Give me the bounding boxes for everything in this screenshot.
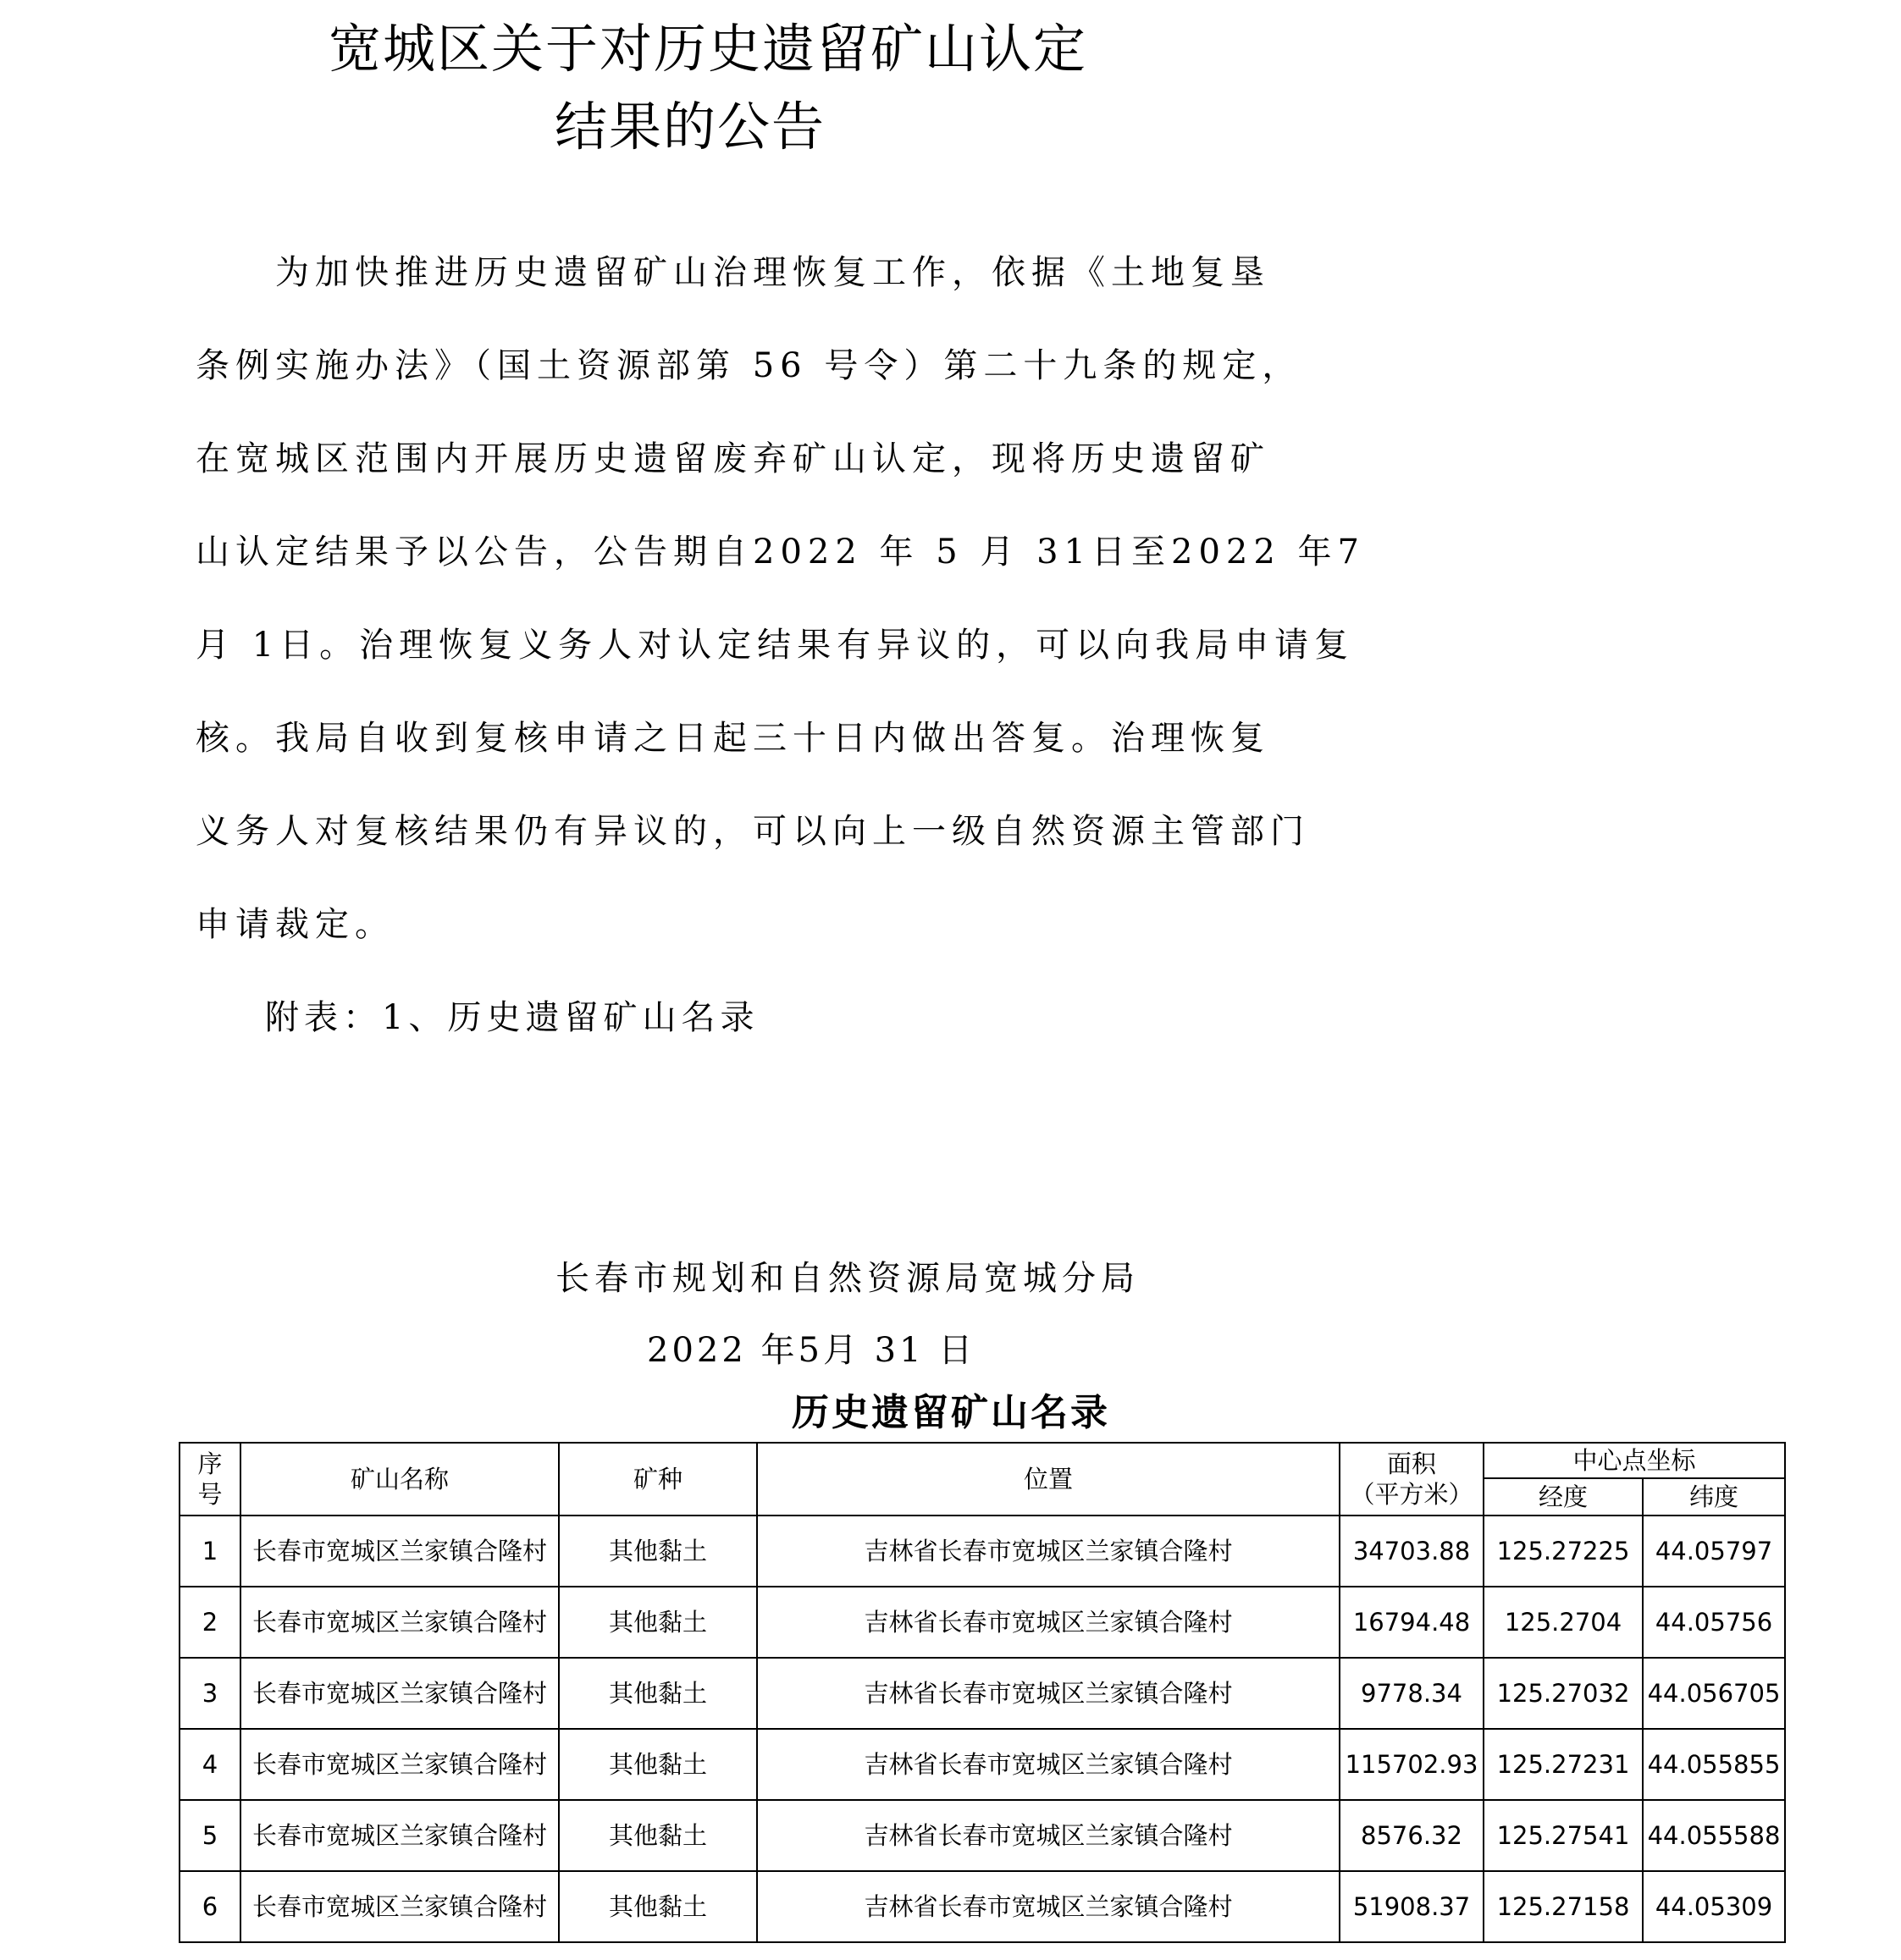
cell-latitude: 44.05797 [1643, 1516, 1785, 1587]
cell-area: 8576.32 [1340, 1800, 1484, 1871]
cell-area: 51908.37 [1340, 1871, 1484, 1942]
cell-seq: 2 [180, 1587, 240, 1658]
cell-longitude: 125.27032 [1484, 1658, 1643, 1729]
cell-name: 长春市宽城区兰家镇合隆村 [240, 1587, 559, 1658]
table-title: 历史遗留矿山名录 [792, 1391, 1110, 1434]
cell-name: 长春市宽城区兰家镇合隆村 [240, 1658, 559, 1729]
signature-org: 长春市规划和自然资源局宽城分局 [555, 1259, 1140, 1298]
cell-mineral: 其他黏土 [559, 1516, 757, 1587]
cell-mineral: 其他黏土 [559, 1871, 757, 1942]
cell-name: 长春市宽城区兰家镇合隆村 [240, 1871, 559, 1942]
signature-date: 2022 年5月 31 日 [647, 1331, 976, 1370]
cell-longitude: 125.27158 [1484, 1871, 1643, 1942]
header-mineral: 矿种 [559, 1443, 757, 1516]
title-line-1: 宽城区关于对历史遗留矿山认定 [329, 18, 1088, 80]
cell-longitude: 125.27231 [1484, 1729, 1643, 1800]
header-area [1340, 1443, 1484, 1516]
cell-latitude: 44.05756 [1643, 1587, 1785, 1658]
cell-location: 吉林省长春市宽城区兰家镇合隆村 [757, 1800, 1340, 1871]
cell-longitude: 125.2704 [1484, 1587, 1643, 1658]
cell-location: 吉林省长春市宽城区兰家镇合隆村 [757, 1516, 1340, 1587]
cell-latitude: 44.055588 [1643, 1800, 1785, 1871]
table-header-row [180, 1443, 1785, 1478]
cell-name: 长春市宽城区兰家镇合隆村 [240, 1516, 559, 1587]
cell-seq: 3 [180, 1658, 240, 1729]
cell-area: 34703.88 [1340, 1516, 1484, 1587]
table-row [180, 1729, 1785, 1800]
mine-list-table [179, 1442, 1786, 1943]
cell-seq: 1 [180, 1516, 240, 1587]
cell-location: 吉林省长春市宽城区兰家镇合隆村 [757, 1871, 1340, 1942]
cell-latitude: 44.055855 [1643, 1729, 1785, 1800]
cell-seq: 5 [180, 1800, 240, 1871]
cell-area: 16794.48 [1340, 1587, 1484, 1658]
cell-longitude: 125.27541 [1484, 1800, 1643, 1871]
table-row [180, 1658, 1785, 1729]
cell-area: 115702.93 [1340, 1729, 1484, 1800]
cell-location: 吉林省长春市宽城区兰家镇合隆村 [757, 1587, 1340, 1658]
cell-latitude: 44.056705 [1643, 1658, 1785, 1729]
cell-latitude: 44.05309 [1643, 1871, 1785, 1942]
attachment-note: 附表：1、历史遗留矿山名录 [265, 998, 760, 1037]
body-line: 条例实施办法》（国土资源部第 56 号令）第二十九条的规定， [196, 346, 1302, 385]
table-row [180, 1800, 1785, 1871]
body-line: 山认定结果予以公告，公告期自2022 年 5 月 31日至2022 年7 [196, 533, 1365, 571]
cell-name: 长春市宽城区兰家镇合隆村 [240, 1729, 559, 1800]
cell-seq: 4 [180, 1729, 240, 1800]
cell-mineral: 其他黏土 [559, 1729, 757, 1800]
header-location: 位置 [757, 1443, 1340, 1516]
header-name: 矿山名称 [240, 1443, 559, 1516]
body-line: 义务人对复核结果仍有异议的，可以向上一级自然资源主管部门 [196, 812, 1310, 851]
header-latitude: 纬度 [1643, 1478, 1785, 1516]
body-line: 月 1日。治理恢复义务人对认定结果有异议的，可以向我局申请复 [196, 626, 1355, 665]
header-seq [180, 1443, 240, 1516]
body-line: 在宽城区范围内开展历史遗留废弃矿山认定，现将历史遗留矿 [196, 439, 1270, 478]
cell-location: 吉林省长春市宽城区兰家镇合隆村 [757, 1729, 1340, 1800]
body-line: 核。我局自收到复核申请之日起三十日内做出答复。治理恢复 [196, 719, 1270, 758]
body-line: 申请裁定。 [196, 905, 395, 944]
body-line: 为加快推进历史遗留矿山治理恢复工作，依据《土地复垦 [196, 253, 1270, 292]
table-row [180, 1587, 1785, 1658]
header-area-line2: （平方米） [1350, 1480, 1473, 1509]
header-area-line1: 面积 [1386, 1449, 1436, 1478]
cell-seq: 6 [180, 1871, 240, 1942]
cell-mineral: 其他黏土 [559, 1587, 757, 1658]
header-longitude: 经度 [1484, 1478, 1643, 1516]
header-seq-line1: 序 [197, 1449, 223, 1478]
cell-mineral: 其他黏土 [559, 1658, 757, 1729]
cell-area: 9778.34 [1340, 1658, 1484, 1729]
table-row [180, 1871, 1785, 1942]
header-center-coords: 中心点坐标 [1484, 1443, 1785, 1478]
cell-location: 吉林省长春市宽城区兰家镇合隆村 [757, 1658, 1340, 1729]
cell-mineral: 其他黏土 [559, 1800, 757, 1871]
table-row [180, 1516, 1785, 1587]
cell-name: 长春市宽城区兰家镇合隆村 [240, 1800, 559, 1871]
title-line-2: 结果的公告 [555, 96, 826, 157]
header-seq-line2: 号 [197, 1480, 223, 1509]
cell-longitude: 125.27225 [1484, 1516, 1643, 1587]
